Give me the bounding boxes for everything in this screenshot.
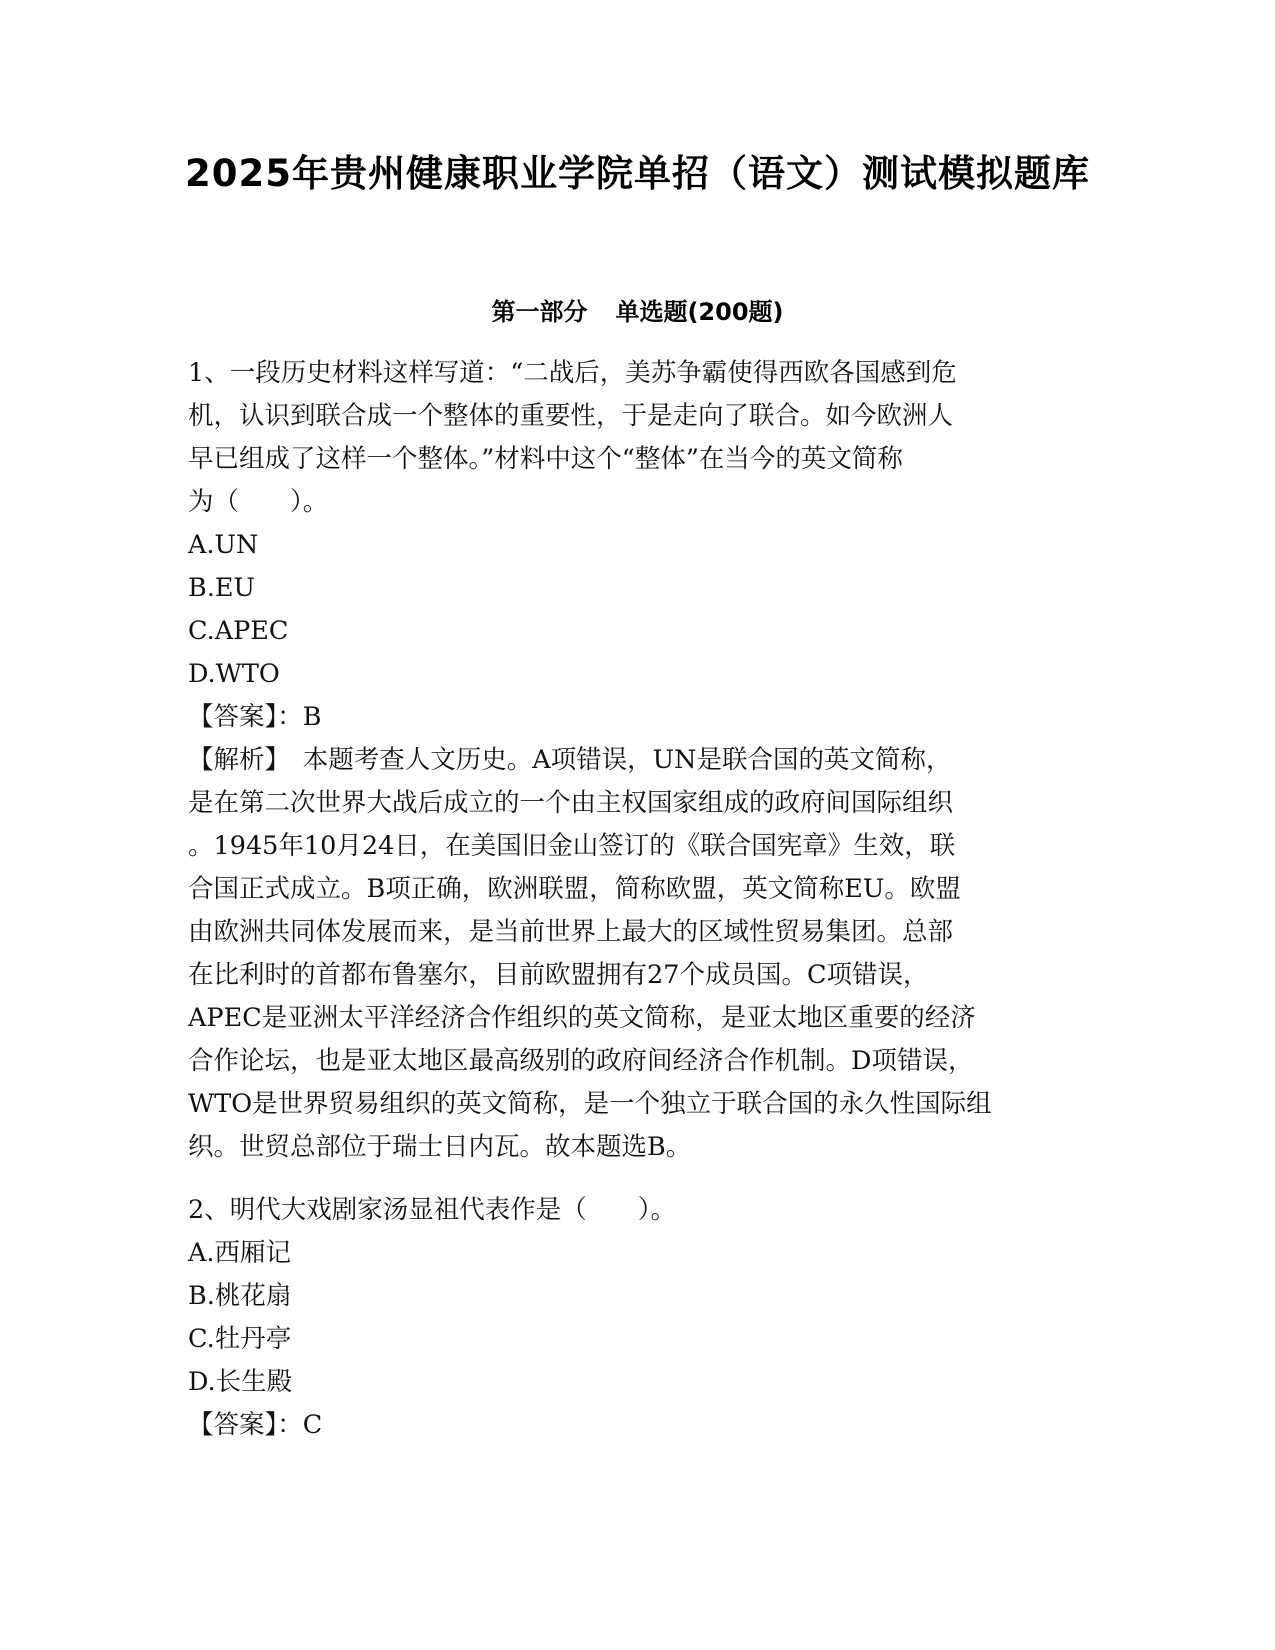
analysis-line: 是在第二次世界大战后成立的一个由主权国家组成的政府间国际组织 — [188, 788, 954, 818]
question-text-line: 1、一段历史材料这样写道：“二战后，美苏争霸使得西欧各国感到危 — [188, 358, 957, 388]
section-heading — [0, 292, 1275, 327]
analysis-line: 织。世贸总部位于瑞士日内瓦。故本题选B。 — [188, 1132, 692, 1162]
analysis-line: 合国正式成立。B项正确，欧洲联盟，简称欧盟，英文简称EU。欧盟 — [188, 874, 961, 904]
question-text-line: 2、明代大戏剧家汤显祖代表作是（ ）。 — [188, 1195, 676, 1225]
section-name: 单选题(200题) — [615, 298, 784, 326]
answer: 【答案】：C — [188, 1410, 323, 1440]
answer: 【答案】：B — [188, 702, 322, 732]
analysis-line: 合作论坛，也是亚太地区最高级别的政府间经济合作机制。D项错误， — [188, 1046, 974, 1076]
option-c: C.牡丹亭 — [188, 1324, 292, 1354]
option-a: A.UN — [188, 530, 259, 560]
option-d: D.WTO — [188, 659, 280, 689]
analysis-line: 【解析】 本题考查人文历史。A项错误，UN是联合国的英文简称， — [188, 745, 952, 775]
analysis-line: APEC是亚洲太平洋经济合作组织的英文简称，是亚太地区重要的经济 — [188, 1003, 976, 1033]
option-c: C.APEC — [188, 616, 289, 646]
option-d: D.长生殿 — [188, 1367, 293, 1397]
analysis-line: 。1945年10月24日，在美国旧金山签订的《联合国宪章》生效，联 — [188, 831, 956, 861]
option-b: B.桃花扇 — [188, 1281, 292, 1311]
question-2 — [188, 1189, 1088, 1447]
section-part: 第一部分 — [491, 298, 588, 326]
document-title: 2025年贵州健康职业学院单招（语文）测试模拟题库 — [185, 152, 1090, 195]
option-a: A.西厢记 — [188, 1238, 292, 1268]
option-b: B.EU — [188, 573, 255, 603]
question-text-line: 为（ ）。 — [188, 487, 329, 517]
question-text-line: 机，认识到联合成一个整体的重要性，于是走向了联合。如今欧洲人 — [188, 401, 954, 431]
question-text-line: 早已组成了这样一个整体。”材料中这个“整体”在当今的英文简称 — [188, 444, 903, 474]
question-1 — [188, 352, 1088, 1169]
analysis-line: 在比利时的首都布鲁塞尔，目前欧盟拥有27个成员国。C项错误， — [188, 960, 929, 990]
analysis-line: WTO是世界贸易组织的英文简称，是一个独立于联合国的永久性国际组 — [188, 1089, 992, 1119]
analysis-line: 由欧洲共同体发展而来，是当前世界上最大的区域性贸易集团。总部 — [188, 917, 954, 947]
